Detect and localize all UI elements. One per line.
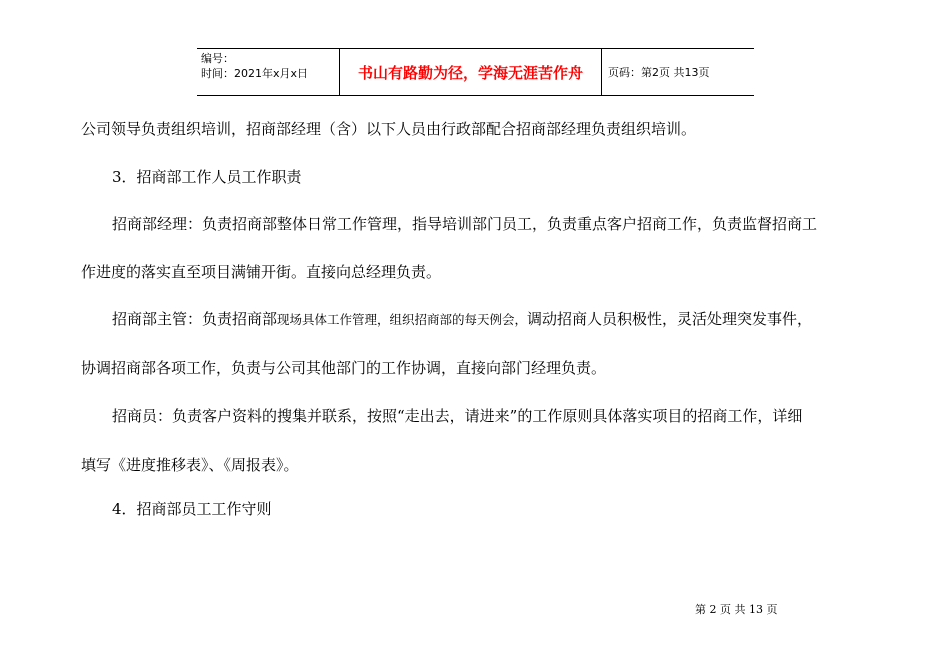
paragraph-supervisor-line1 bbox=[112, 310, 812, 329]
header-page-code: 页码：第2页 共13页 bbox=[608, 66, 710, 79]
supervisor-text-start: 招商部主管：负责招商部 bbox=[112, 310, 278, 328]
paragraph-staff-line2: 填写《进度推移表》、《周报表》。 bbox=[81, 456, 299, 474]
page-header bbox=[197, 48, 754, 96]
paragraph-training: 公司领导负责组织培训，招商部经理（含）以下人员由行政部配合招商部经理负责组织培训。 bbox=[81, 120, 697, 138]
number-label: 编号： bbox=[201, 52, 234, 65]
supervisor-text-small: 现场具体工作管理，组织招商部的每天例会， bbox=[277, 312, 528, 327]
supervisor-text-end: 调动招商人员积极性，灵活处理突发事件， bbox=[527, 310, 813, 328]
header-meta bbox=[197, 49, 340, 95]
paragraph-staff-line1: 招商员：负责客户资料的搜集并联系，按照“走出去，请进来”的工作原则具体落实项目的招商工作，详细 bbox=[112, 407, 803, 425]
section-heading-4: 4．招商部员工工作守则 bbox=[112, 500, 272, 518]
paragraph-manager-line2: 作进度的落实直至项目满铺开街。直接向总经理负责。 bbox=[81, 263, 442, 281]
paragraph-supervisor-line2: 协调招商部各项工作，负责与公司其他部门的工作协调，直接向部门经理负责。 bbox=[81, 359, 607, 377]
paragraph-manager-line1: 招商部经理：负责招商部整体日常工作管理，指导培训部门员工，负责重点客户招商工作，负责监督招商工 bbox=[112, 215, 818, 233]
page-footer: 第 2 页 共 13 页 bbox=[695, 603, 778, 616]
header-motto: 书山有路勤为径，学海无涯苦作舟 bbox=[340, 49, 602, 95]
section-heading-3: 3．招商部工作人员工作职责 bbox=[112, 168, 302, 186]
time-label: 时间：2021年x月x日 bbox=[201, 67, 309, 80]
